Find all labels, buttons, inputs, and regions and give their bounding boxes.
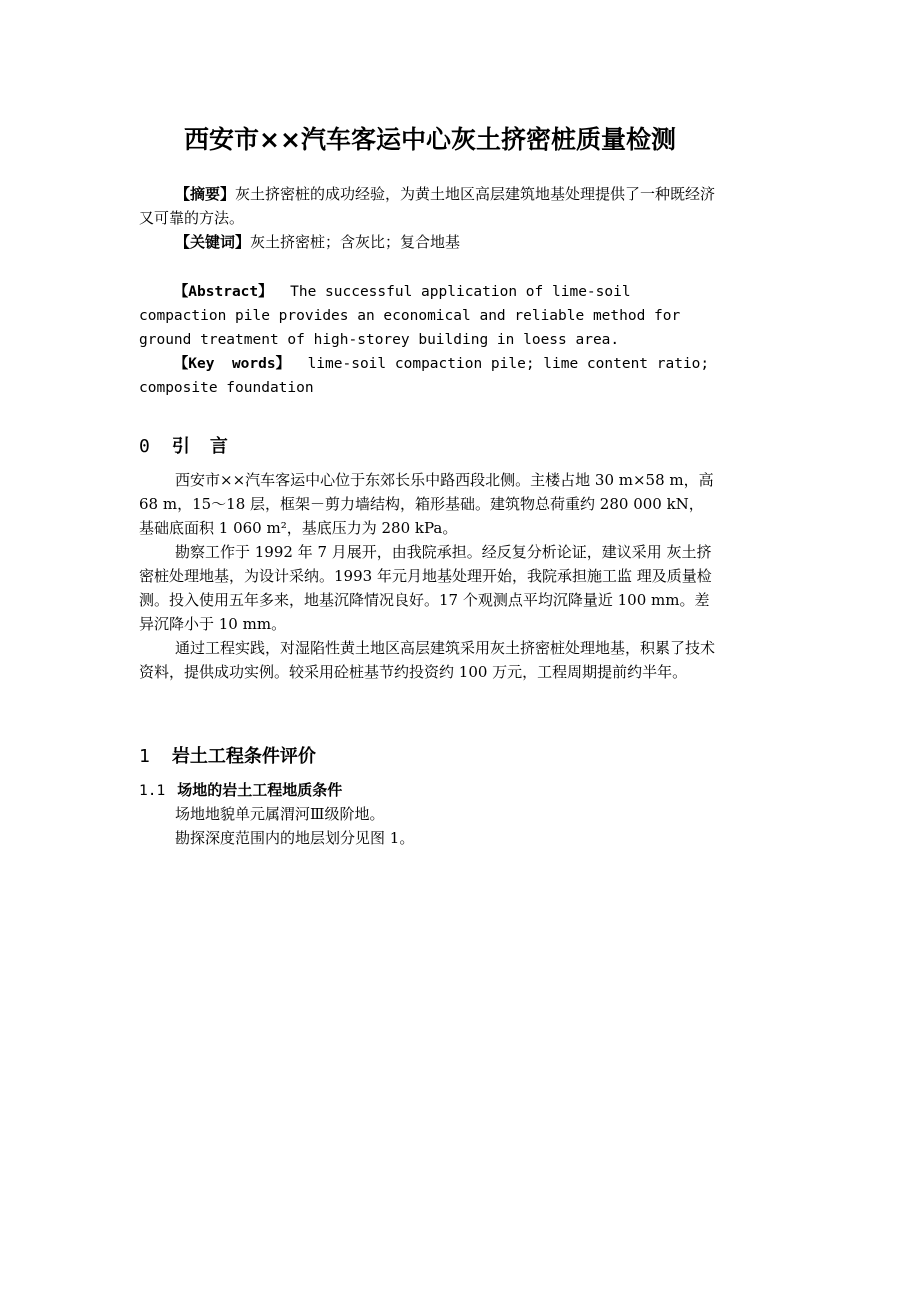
section-1-heading — [139, 742, 316, 768]
section-1-number: 1 — [139, 746, 150, 767]
abstract-cn-block — [139, 182, 717, 254]
section-0-heading — [139, 432, 248, 458]
section-0-paragraph: 通过工程实践，对湿陷性黄土地区高层建筑采用灰土挤密桩处理地基，积累了技术资料，提供成功实例。较采用砼桩基节约投资约 100 万元，工程周期提前约半年。 — [139, 639, 716, 681]
keywords-cn-text: 灰土挤密桩；含灰比；复合地基 — [250, 233, 461, 251]
section-1-1-number: 1.1 — [139, 783, 166, 799]
abstract-en — [139, 280, 717, 352]
abstract-en-text: The successful application of lime-soil compaction pile provides an economical and reliable method for ground treatment of high-storey building in loess area. — [139, 284, 681, 348]
abstract-en-block — [139, 280, 717, 400]
section-1-1-body — [139, 802, 717, 850]
section-0-body — [139, 468, 717, 684]
section-0-title: 引言 — [171, 436, 248, 457]
section-1-1-title: 场地的岩土工程地质条件 — [177, 781, 343, 799]
section-0-paragraph: 西安市××汽车客运中心位于东郊长乐中路西段北侧。主楼占地 30 m×58 m，高 68 m，15～18 层，框架－剪力墙结构，箱形基础。建筑物总荷重约 280 000 kN，基础底面积 1 060 m²，基底压力为 280 kPa。 — [139, 471, 714, 537]
keywords-en — [139, 352, 717, 400]
section-1-1-heading — [139, 779, 342, 800]
abstract-cn-text: 灰土挤密桩的成功经验，为黄土地区高层建筑地基处理提供了一种既经济又可靠的方法。 — [139, 185, 716, 227]
keywords-cn — [139, 230, 717, 254]
keywords-en-label: 【Key words】 — [173, 356, 291, 372]
document-title: 西安市××汽车客运中心灰土挤密桩质量检测 — [184, 125, 676, 154]
abstract-cn-label: 【摘要】 — [175, 185, 236, 203]
section-0-number: 0 — [139, 436, 150, 457]
section-1-title: 岩土工程条件评价 — [171, 746, 316, 767]
abstract-cn — [139, 182, 717, 230]
section-1-1-paragraph: 勘探深度范围内的地层划分见图 1。 — [175, 829, 415, 847]
keywords-en-text: lime-soil compaction pile; lime content ratio; composite foundation — [139, 356, 710, 396]
section-0-paragraph: 勘察工作于 1992 年 7 月展开，由我院承担。经反复分析论证，建议采用 灰土挤密桩处理地基，为设计采纳。1993 年元月地基处理开始，我院承担施工监 理及质量检测。投入使用五年多来，地基沉降情况良好。17 个观测点平均沉降量近 100 mm。差异沉降小于 10 mm。 — [139, 543, 712, 633]
section-1-1-paragraph: 场地地貌单元属渭河Ⅲ级阶地。 — [175, 805, 385, 823]
abstract-en-label: 【Abstract】 — [173, 284, 273, 300]
keywords-cn-label: 【关键词】 — [175, 233, 251, 251]
